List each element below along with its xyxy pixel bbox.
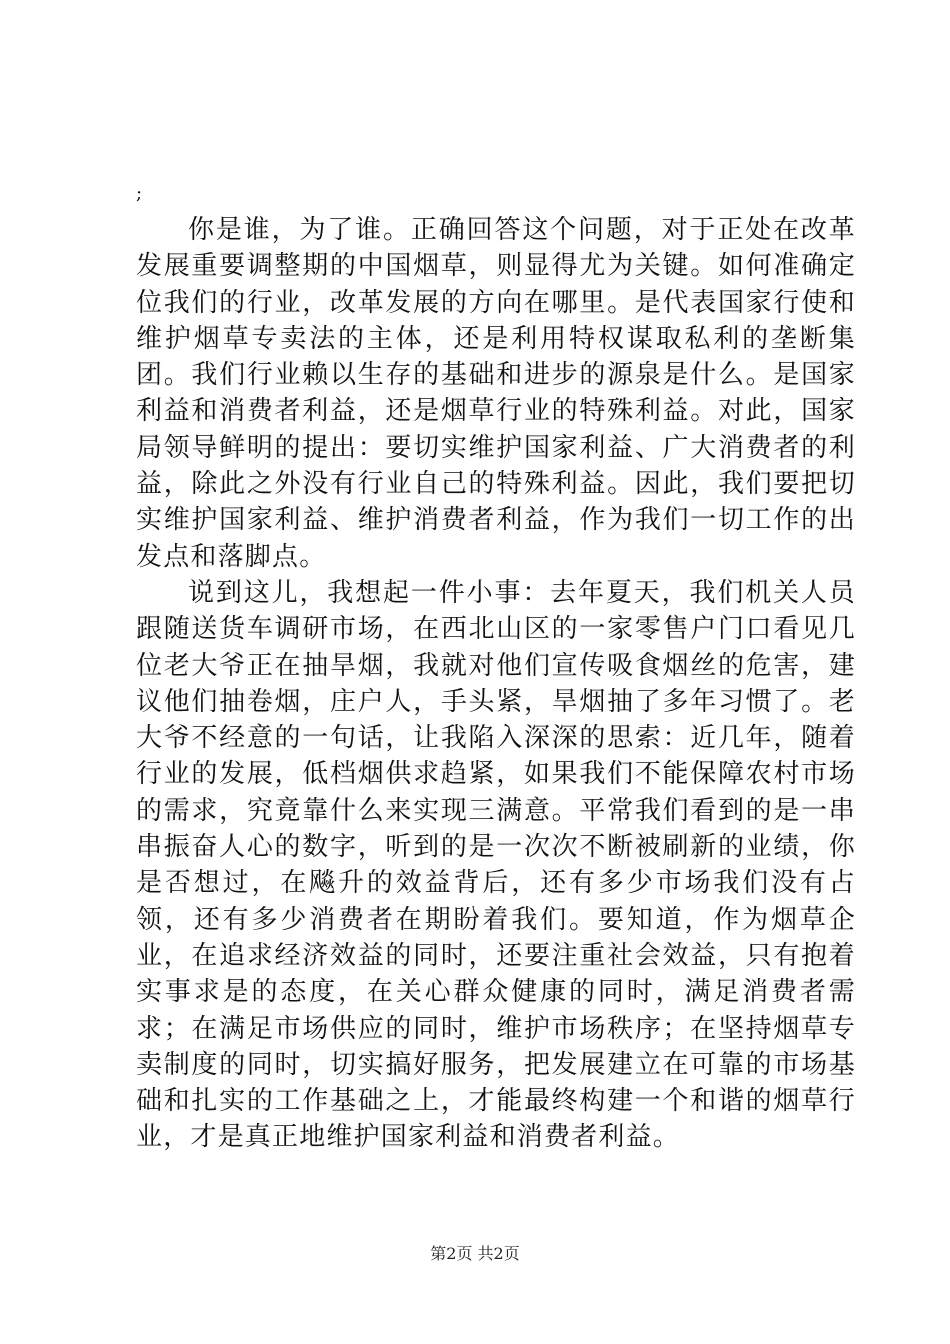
paragraph-2: 说到这儿，我想起一件小事：去年夏天，我们机关人员跟随送货车调研市场，在西北山区的一家零售户门口看见几位老大爷正在抽旱烟，我就对他们宣传吸食烟丝的危害，建议他们抽卷烟，庄户人，手头紧，旱烟抽了多年习惯了。老大爷不经意的一句话，让我陷入深深的思索：近几年，随着行业的发展，低档烟供求趋紧，如果我们不能保障农村市场的需求，究竟靠什么来实现三满意。平常我们看到的是一串串振奋人心的数字，听到的是一次次不断被刷新的业绩，你是否想过，在飚升的效益背后，还有多少市场我们没有占领，还有多少消费者在期盼着我们。要知道，作为烟草企业，在追求经济效益的同时，还要注重社会效益，只有抱着实事求是的态度，在关心群众健康的同时，满足消费者需求；在满足市场供应的同时，维护市场秩序；在坚持烟草专卖制度的同时，切实搞好服务，把发展建立在可靠的市场基础和扎实的工作基础之上，才能最终构建一个和谐的烟草行业，才是真正地维护国家利益和消费者利益。: [136, 577, 856, 1153]
lead-mark: ;: [136, 183, 144, 204]
document-body: [136, 176, 856, 1156]
paragraph-1: 你是谁，为了谁。正确回答这个问题，对于正处在改革发展重要调整期的中国烟草，则显得尤为关键。如何准确定位我们的行业，改革发展的方向在哪里。是代表国家行使和维护烟草专卖法的主体，还是利用特权谋取私利的垄断集团。我们行业赖以生存的基础和进步的源泉是什么。是国家利益和消费者利益，还是烟草行业的特殊利益。对此，国家局领导鲜明的提出：要切实维护国家利益、广大消费者的利益，除此之外没有行业自己的特殊利益。因此，我们要把切实维护国家利益、维护消费者利益，作为我们一切工作的出发点和落脚点。: [136, 215, 856, 572]
page-footer: 第2页 共2页: [430, 1244, 520, 1263]
